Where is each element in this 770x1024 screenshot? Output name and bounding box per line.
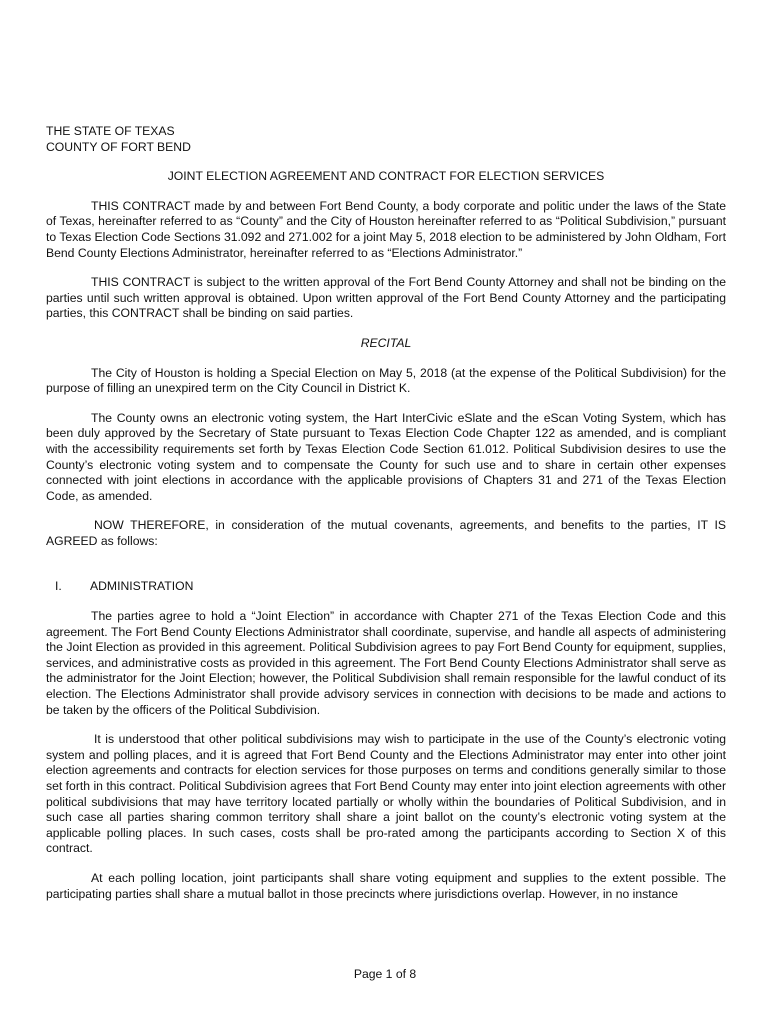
paragraph-other-subdivisions: It is understood that other political subdivisions may wish to participate in the use of the County’s electronic voting system and polling places, and it is agreed that Fort Bend County and the Elections Administrator may enter into other joint election agreements and contracts for election services for those purposes on terms and conditions generally similar to those set forth in this contract. Political Subdivision agrees that Fort Bend County may enter into joint election agreements with other political subdivisions that may have territory located partially or wholly within the boundaries of Political Subdivision, and in such case all parties sharing common territory shall share a joint ballot on the county’s electronic voting system at the applicable polling places. In such cases, costs shall be pro-rated among the participants according to Section X of this contract.: [46, 732, 726, 856]
state-line: THE STATE OF TEXAS: [46, 124, 175, 138]
section-number: I.: [55, 579, 62, 594]
section-title: ADMINISTRATION: [90, 579, 194, 594]
paragraph-joint-election: The parties agree to hold a “Joint Election” in accordance with Chapter 271 of the Texas Election Code and this agreement. The Fort Bend County Elections Administrator shall coordinate, supervise, and handle all aspects of administering the Joint Election as provided in this agreement. Political Subdivision agrees to pay Fort Bend County for equipment, supplies, services, and administrative costs as provided in this agreement. The Fort Bend County Elections Administrator shall serve as the administrator for the Joint Election; however, the Political Subdivision shall remain responsible for the lawful conduct of its election. The Elections Administrator shall provide advisory services in connection with decisions to be made and actions to be taken by the officers of the Political Subdivision.: [46, 609, 726, 717]
paragraph-parties: THIS CONTRACT made by and between Fort Bend County, a body corporate and politic under the laws of the State of Texas, hereinafter referred to as “County” and the City of Houston hereinafter referred to as “Political Subdivision,” pursuant to Texas Election Code Sections 31.092 and 271.002 for a joint May 5, 2018 election to be administered by John Oldham, Fort Bend County Elections Administrator, hereinafter referred to as “Elections Administrator.”: [46, 198, 726, 260]
county-line: COUNTY OF FORT BEND: [46, 139, 191, 154]
section-heading-administration: [46, 579, 726, 595]
jurisdiction-header: [46, 124, 726, 155]
paragraph-special-election: The City of Houston is holding a Special Election on May 5, 2018 (at the expense of the Political Subdivision) for the purpose of filling an unexpired term on the City Council in District K.: [46, 365, 726, 396]
document-title: JOINT ELECTION AGREEMENT AND CONTRACT FOR ELECTION SERVICES: [167, 169, 605, 184]
page-number: Page 1 of 8: [353, 967, 417, 981]
paragraph-now-therefore: NOW THEREFORE, in consideration of the mutual covenants, agreements, and benefits to the parties, IT IS AGREED as follows:: [46, 518, 726, 548]
recital-heading: RECITAL: [360, 335, 412, 350]
paragraph-voting-system: The County owns an electronic voting system, the Hart InterCivic eSlate and the eScan Voting System, which has been duly approved by the Secretary of State pursuant to Texas Election Code Chapter 122 as amended, and is compliant with the accessibility requirements set forth by Texas Election Code Section 61.012. Political Subdivision desires to use the County’s electronic voting system and to compensate the County for such use and to share in certain other expenses connected with joint elections in accordance with the applicable provisions of Chapters 31 and 271 of the Texas Election Code, as amended.: [46, 410, 726, 503]
document-body: [46, 124, 726, 916]
paragraph-approval: THIS CONTRACT is subject to the written approval of the Fort Bend County Attorney and shall not be binding on the parties until such written approval is obtained. Upon written approval of the Fort Bend County Attorney and the participating parties, this CONTRACT shall be binding on said parties.: [46, 275, 726, 321]
paragraph-polling-location: At each polling location, joint participants shall share voting equipment and supplies to the extent possible. The participating parties shall share a mutual ballot in those precincts where jurisdictions overlap. However, in no instance: [46, 870, 726, 901]
